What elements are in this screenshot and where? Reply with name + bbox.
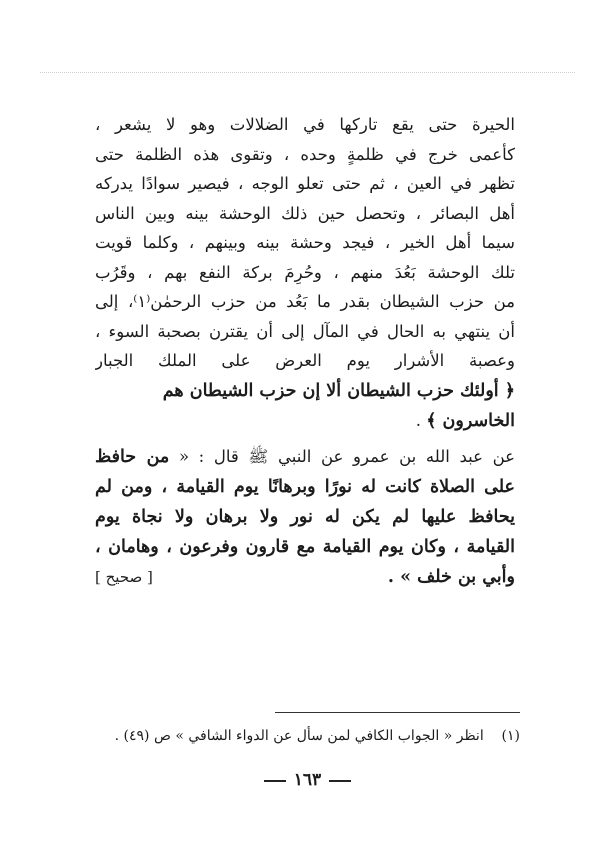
page-number-dash-left xyxy=(264,780,286,782)
body-line-4: أهل البصائر ، وتحصل حين ذلك الوحشة بينه وبين الناس xyxy=(95,203,515,223)
body-line-9: وعصبة الأشرار يوم العرض على الملك الجبار xyxy=(95,351,515,370)
hadith-line-4 xyxy=(95,532,515,562)
hadith-text-5: وأبي بن خلف » . xyxy=(387,566,515,587)
page-number xyxy=(0,770,615,790)
main-text xyxy=(95,110,515,592)
page-number-dash-right xyxy=(329,780,351,782)
hadith-text-start: من حافظ xyxy=(95,446,170,467)
body-line-5: سيما أهل الخير ، فيجد وحشة بينه وبينهم ، وكلما قويت xyxy=(95,233,515,252)
quran-verse-line-2 xyxy=(95,406,515,436)
hadith-grade: [ صحيح ] xyxy=(95,567,153,586)
footnote-text: انظر « الجواب الكافي لمن سأل عن الدواء الشافي » ص (٤٩) . xyxy=(114,728,484,744)
hadith-intro: عن عبد الله بن عمرو عن النبي ﷺ قال : « xyxy=(169,446,515,466)
hadith-text-2: على الصلاة كانت له نورًا وبرهانًا يوم القيامة ، ومن لم xyxy=(95,476,515,497)
body-line-6: تلك الوحشة بَعُدَ منهم ، وحُرِمَ بركة النفع بهم ، وقَرُب xyxy=(95,262,515,282)
hadith-line-1 xyxy=(95,442,515,472)
footnote-marker: (١) xyxy=(501,728,520,744)
quran-verse-line-1 xyxy=(95,376,515,406)
hadith-text-3: يحافظ عليها لم يكن له نور ولا برهان ولا نجاة يوم xyxy=(95,506,515,527)
hadith-text-4: القيامة ، وكان يوم القيامة مع قارون وفرعون ، وهامان ، xyxy=(95,536,515,557)
verse-end-punct: . xyxy=(415,410,427,430)
footnote xyxy=(90,728,520,744)
body-line-7: من حزب الشيطان بقدر ما بَعُد من حزب الرحمٰن⁽١⁾، إلى xyxy=(95,292,515,311)
hadith-line-5 xyxy=(95,562,515,592)
footnote-divider xyxy=(275,712,520,713)
scan-artifact-line xyxy=(40,72,575,73)
body-line-1: الحيرة حتى يقع تاركها في الضلالات وهو لا يشعر ، xyxy=(95,115,515,134)
body-line-8: أن ينتهي به الحال في المآل إلى أن يقترن بصحبة السوء ، xyxy=(95,321,515,341)
page-number-value: ١٦٣ xyxy=(293,770,322,790)
quran-verse-text-1: ﴿ أولئك حزب الشيطان ألا إن حزب الشيطان هم xyxy=(162,380,515,401)
quran-verse-text-2: الخاسرون ﴾ xyxy=(426,410,515,431)
hadith-line-2 xyxy=(95,472,515,502)
hadith-line-3 xyxy=(95,502,515,532)
body-line-2: كأعمى خرج في ظلمةٍ وحده ، وتقوى هذه الظلمة حتى xyxy=(95,144,515,164)
body-line-3: تظهر في العين ، ثم حتى تعلو الوجه ، فيصير سوادًا يدركه xyxy=(95,174,515,193)
